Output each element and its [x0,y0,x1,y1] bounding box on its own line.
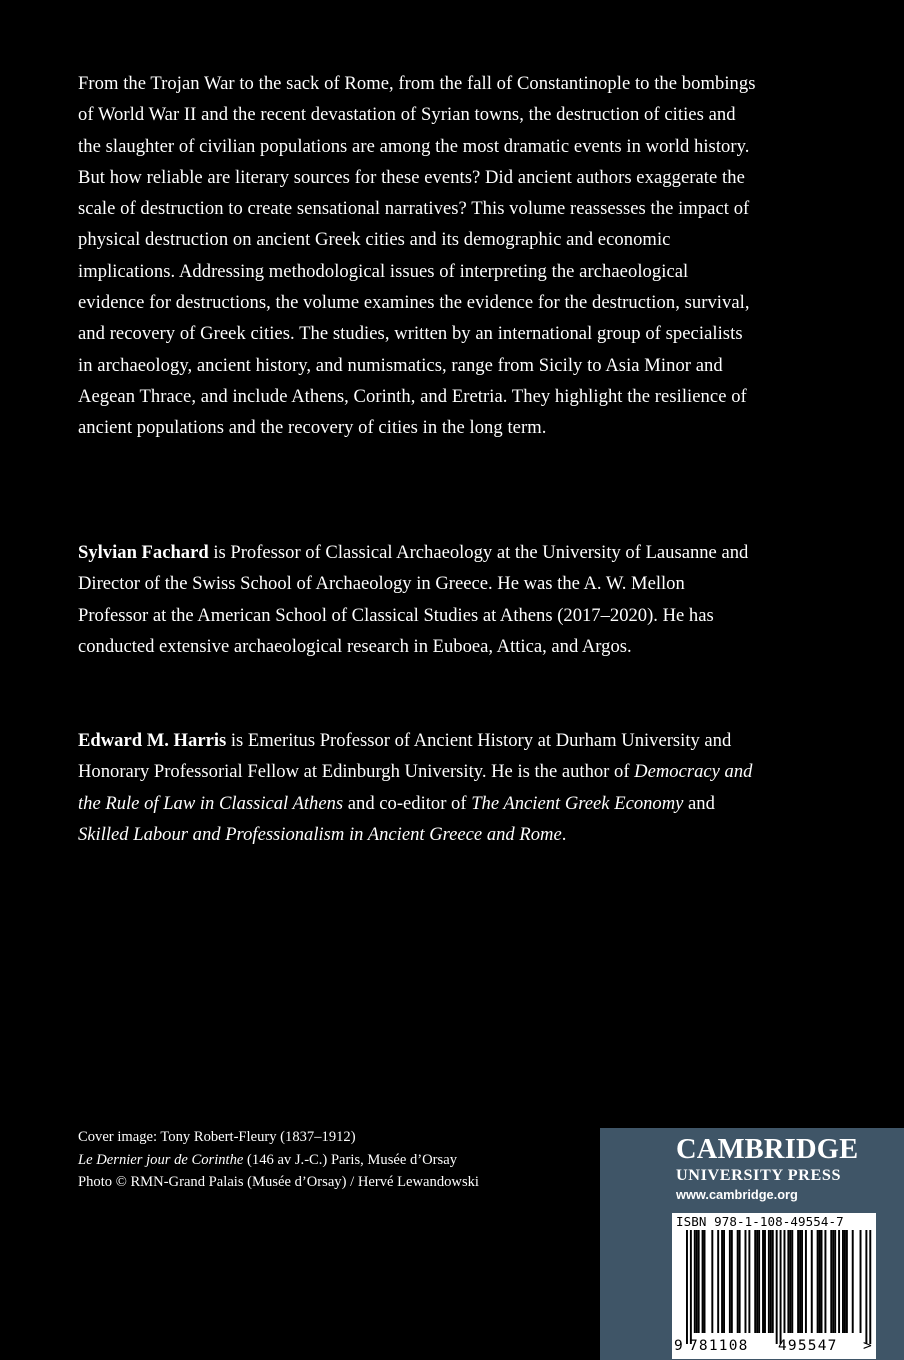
barcode-bar [860,1230,862,1333]
barcode-bar [754,1230,756,1333]
barcode-bar [745,1230,747,1333]
barcode-bar [834,1230,836,1333]
book-description: From the Trojan War to the sack of Rome, from the fall of Constantinople to the bombings of World War II and the recent devastation of Syrian towns, the destruction of cities and the slaughter of civilian populations are among the most dramatic events in world history. But how reliable are literary sources for these events? Did ancient authors exaggerate the scale of destruction to create sensational narratives? This volume reassesses the impact of physical destruction on ancient Greek cities and its demographic and economic implications. Addressing methodological issues of interpreting the archaeological evidence for destructions, the volume examines the evidence for the destruction, survival, and recovery of Greek cities. The studies, written by an international group of specialists in archaeology, ancient history, and numismatics, range from Sicily to Asia Minor and Aegean Thrace, and include Athens, Corinth, and Eretria. They highlight the resilience of ancient populations and the recovery of cities in the long term. [78,73,756,439]
barcode-bar [791,1230,793,1333]
author-bio-text: and [683,792,715,814]
cover-image-credits [78,1126,578,1194]
barcode-guard-bar [865,1230,867,1344]
barcode-guard-bar [776,1230,778,1344]
barcode-bar [817,1230,819,1333]
barcode-guard-bar [690,1230,692,1344]
barcode-bars [682,1230,872,1346]
barcode-bar [696,1230,698,1333]
barcode-guard-bar [869,1230,871,1344]
barcode-bar [721,1230,723,1333]
barcode-bar [787,1230,789,1333]
barcode-bar [801,1230,803,1333]
barcode-bar [830,1230,832,1333]
barcode-bar [799,1230,801,1333]
painting-details: (146 av J.-C.) Paris, Musée d’Orsay [243,1151,457,1168]
barcode-bar [694,1230,696,1333]
publisher-name: CAMBRIDGE [676,1134,859,1165]
barcode-bar [797,1230,799,1333]
barcode-arrow: > [863,1338,872,1354]
author-name: Edward M. Harris [78,730,227,751]
barcode-digits [672,1335,876,1357]
author-bio-text: and co-editor of [343,792,472,814]
author-bio-text: . [561,823,567,845]
barcode-bar [811,1230,813,1333]
barcode-bar [770,1230,772,1333]
barcode-bar [789,1230,791,1333]
credit-line: Cover image: Tony Robert-Fleury (1837–1912) [78,1129,356,1145]
barcode-bar [723,1230,725,1333]
barcode-bar [748,1230,750,1333]
barcode-bar [838,1230,840,1333]
barcode-bar [819,1230,821,1333]
isbn-barcode [672,1213,876,1359]
barcode-digits-right: 495547 [778,1338,838,1354]
book-title: The Ancient Greek Economy [471,792,684,814]
publisher-url[interactable]: www.cambridge.org [676,1187,798,1202]
barcode-bar [729,1230,731,1333]
barcode-bar [702,1230,704,1333]
barcode-digits-left: 781108 [689,1338,749,1354]
barcode-bar [717,1230,719,1333]
isbn-label: ISBN 978-1-108-49554-7 [676,1214,844,1229]
barcode-bar [824,1230,826,1333]
credit-line [78,1149,578,1172]
barcode-bar [844,1230,846,1333]
barcode-bar [762,1230,764,1333]
barcode-bar [846,1230,848,1333]
barcode-bar [842,1230,844,1333]
author-bio-text: is Professor of Classical Archaeology at the University of Lausanne and Director of the Swiss School of Archaeology in Greece. He was the A. W. Mellon Professor at the American School of Classical Studies at Athens (2017–2020). He has conducted extensive archaeological research in Euboea, Attica, and Argos. [78,542,749,657]
author-bio-fachard [78,537,758,662]
book-title: Democracy and the Rule of Law in Classical Athens [78,761,753,814]
barcode-bar [739,1230,741,1333]
credit-line: Photo © RMN-Grand Palais (Musée d’Orsay) / Hervé Lewandowski [78,1174,479,1190]
barcode-bar [805,1230,807,1333]
barcode-bar [731,1230,733,1333]
publisher-subname: UNIVERSITY PRESS [676,1166,842,1184]
barcode-bar [784,1230,786,1333]
barcode-bar [832,1230,834,1333]
barcode-bar [698,1230,700,1333]
barcode-bar [758,1230,760,1333]
barcode-digit-first: 9 [674,1338,683,1354]
author-name: Sylvian Fachard [78,542,209,563]
barcode-bar [852,1230,854,1333]
book-title: Skilled Labour and Professionalism in Ancient Greece and Rome [78,823,562,845]
author-bio-harris [78,725,758,850]
barcode-bar [737,1230,739,1333]
barcode-guard-bar [686,1230,688,1344]
barcode-guard-bar [780,1230,782,1344]
barcode-bar [704,1230,706,1333]
author-bio-text: is Emeritus Professor of Ancient History at Durham University and Honorary Professorial Fellow at Edinburgh University. He is the author of [78,730,732,783]
barcode-bar [756,1230,758,1333]
barcode-bar [711,1230,713,1333]
barcode-bar [768,1230,770,1333]
barcode-bar [764,1230,766,1333]
barcode-bar [772,1230,774,1333]
painting-title: Le Dernier jour de Corinthe [78,1151,244,1168]
barcode-bar [821,1230,823,1333]
